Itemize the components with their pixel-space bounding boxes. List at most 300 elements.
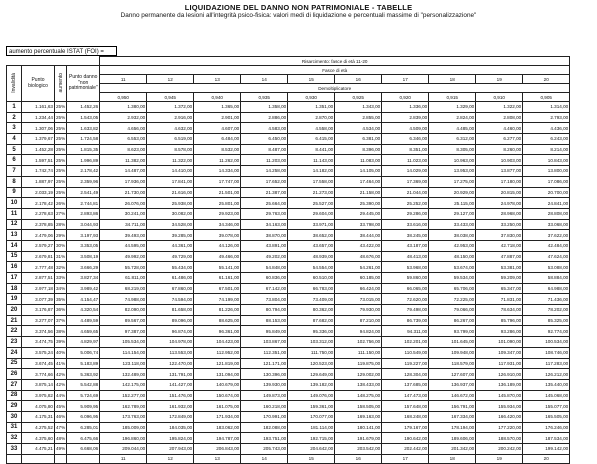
table-cell: 156.791,00 — [429, 401, 476, 412]
table-cell: 87.682,00 — [288, 315, 335, 326]
punto-biologico-value: 2.033,19 — [22, 187, 55, 198]
footer-spacer — [7, 454, 22, 463]
table-cell: 8.351,00 — [382, 144, 429, 155]
table-cell: 72.620,00 — [382, 294, 429, 305]
punto-danno-value: 1.815,35 — [67, 144, 100, 155]
table-cell: 2.855,00 — [335, 112, 382, 123]
punto-danno-value: 4.659,65 — [67, 326, 100, 337]
table-cell: 81.226,00 — [194, 305, 241, 316]
aumento-value: 41% — [55, 358, 67, 369]
table-cell: 1.314,00 — [523, 102, 570, 113]
table-cell: 30.241,00 — [100, 208, 147, 219]
table-cell: 43.891,00 — [241, 240, 288, 251]
footer-age: 11 — [100, 454, 147, 463]
table-cell: 47.887,00 — [476, 251, 523, 262]
invalidita-value: 10 — [7, 198, 22, 209]
table-cell: 33.971,00 — [288, 219, 335, 230]
table-cell: 111.750,00 — [288, 347, 335, 358]
table-cell: 101.645,00 — [429, 337, 476, 348]
table-cell: 30.082,00 — [147, 208, 194, 219]
table-cell: 53.968,00 — [382, 262, 429, 273]
table-cell: 4.460,00 — [476, 123, 523, 134]
footer-age: 14 — [241, 454, 288, 463]
aumento-value: 40% — [55, 347, 67, 358]
invalidita-value: 21 — [7, 315, 22, 326]
table-cell: 161.932,00 — [147, 401, 194, 412]
table-cell: 189.606,00 — [429, 433, 476, 444]
table-cell: 24.978,00 — [476, 198, 523, 209]
table-row — [7, 219, 570, 230]
table-cell: 136.189,00 — [476, 379, 523, 390]
table-cell: 192.715,00 — [288, 433, 335, 444]
punto-biologico-value: 4.275,52 — [22, 422, 55, 433]
table-cell: 183.062,00 — [194, 422, 241, 433]
table-cell: 138.433,00 — [335, 379, 382, 390]
table-cell: 66.424,00 — [335, 283, 382, 294]
table-cell: 29.923,00 — [194, 208, 241, 219]
table-cell: 145.870,00 — [476, 390, 523, 401]
demoltiplicatore-value: 0,930 — [288, 93, 335, 102]
table-row — [7, 123, 570, 134]
table-row — [7, 390, 570, 401]
table-cell: 53.674,00 — [429, 262, 476, 273]
demoltiplicatore-value: 0,910 — [476, 93, 523, 102]
invalidita-value: 9 — [7, 187, 22, 198]
table-cell: 6.312,00 — [429, 134, 476, 145]
table-row — [7, 347, 570, 358]
table-cell: 8.396,00 — [335, 144, 382, 155]
punto-danno-value: 1.633,82 — [67, 123, 100, 134]
table-cell: 131.791,00 — [147, 369, 194, 380]
table-cell: 33.798,00 — [335, 219, 382, 230]
table-cell: 29.763,00 — [241, 208, 288, 219]
table-cell: 21.616,00 — [147, 187, 194, 198]
aumento-value: 34% — [55, 283, 67, 294]
table-cell: 59.209,00 — [476, 273, 523, 284]
table-cell: 44.126,00 — [194, 240, 241, 251]
table-cell: 118.579,00 — [429, 358, 476, 369]
table-cell: 43.422,00 — [335, 240, 382, 251]
table-cell: 6.484,00 — [194, 134, 241, 145]
table-cell: 6.381,00 — [335, 134, 382, 145]
table-row — [7, 134, 570, 145]
table-cell: 112.351,00 — [241, 347, 288, 358]
table-cell: 17.180,00 — [476, 176, 523, 187]
invalidita-header: Invalidità — [7, 66, 22, 102]
aumento-value: 27% — [55, 208, 67, 219]
punto-danno-value: 3.353,05 — [67, 240, 100, 251]
footer-spacer — [22, 454, 55, 463]
table-cell: 173.763,00 — [100, 411, 147, 422]
invalidita-value: 3 — [7, 123, 22, 134]
table-cell: 14.029,00 — [382, 166, 429, 177]
punto-danno-value: 2.541,49 — [67, 187, 100, 198]
table-cell: 17.275,00 — [429, 176, 476, 187]
table-cell: 38.870,00 — [241, 230, 288, 241]
invalidita-value: 31 — [7, 422, 22, 433]
table-cell: 14.410,00 — [147, 166, 194, 177]
aumento-value: 45% — [55, 401, 67, 412]
table-cell: 121.171,00 — [241, 358, 288, 369]
demoltiplicatore-value: 0,905 — [523, 93, 570, 102]
table-cell: 103.312,00 — [288, 337, 335, 348]
footer-age: 15 — [288, 454, 335, 463]
page-subtitle: Danno permanente da lesioni all'integrità psico-fisica: valori medi di liquidazione e percentuali massime di "personalizzazione" — [120, 12, 477, 19]
fasce-header: Fasce di età — [100, 66, 570, 75]
footer-spacer — [55, 454, 67, 463]
table-cell: 71.436,00 — [523, 294, 570, 305]
table-cell: 29.127,00 — [429, 208, 476, 219]
table-cell: 181.114,00 — [288, 422, 335, 433]
table-cell: 60.510,00 — [288, 273, 335, 284]
table-cell: 42.953,00 — [429, 240, 476, 251]
table-cell: 100.534,00 — [523, 337, 570, 348]
table-cell: 105.534,00 — [100, 337, 147, 348]
table-cell: 11.023,00 — [382, 155, 429, 166]
table-cell: 4.534,00 — [335, 123, 382, 134]
table-cell: 88.153,00 — [241, 315, 288, 326]
table-row — [7, 444, 570, 455]
punto-danno-value: 1.724,58 — [67, 134, 100, 145]
table-row — [7, 273, 570, 284]
table-cell: 10.903,00 — [476, 155, 523, 166]
punto-biologico-value: 1.161,63 — [22, 102, 55, 113]
table-row — [7, 422, 570, 433]
table-row — [7, 411, 570, 422]
table-cell: 1.322,00 — [476, 102, 523, 113]
punto-biologico-value: 2.679,81 — [22, 251, 55, 262]
table-cell: 33.616,00 — [382, 219, 429, 230]
punto-danno-value: 2.893,86 — [67, 208, 100, 219]
demoltiplicatore-header: Demoltiplicatore — [100, 84, 570, 93]
punto-danno-value: 5.909,95 — [67, 401, 100, 412]
table-cell: 193.751,00 — [241, 433, 288, 444]
table-cell: 29.604,00 — [288, 208, 335, 219]
footer-age: 19 — [476, 454, 523, 463]
table-cell: 200.242,00 — [476, 444, 523, 455]
invalidita-value: 13 — [7, 230, 22, 241]
table-cell: 49.466,00 — [194, 251, 241, 262]
invalidita-value: 20 — [7, 305, 22, 316]
page-title: LIQUIDAZIONE DEL DANNO NON PATRIMONIALE - TABELLE — [184, 3, 413, 12]
age-header: 20 — [523, 75, 570, 84]
table-cell: 6.277,00 — [476, 134, 523, 145]
table-cell: 126.212,00 — [523, 369, 570, 380]
age-header: 14 — [241, 75, 288, 84]
table-cell: 85.796,00 — [476, 315, 523, 326]
aumento-value: 25% — [55, 102, 67, 113]
footer-age: 20 — [523, 454, 570, 463]
table-cell: 182.088,00 — [241, 422, 288, 433]
table-row — [7, 251, 570, 262]
table-cell: 21.273,00 — [288, 187, 335, 198]
table-cell: 89.096,00 — [147, 315, 194, 326]
table-row — [7, 433, 570, 444]
invalidita-value: 17 — [7, 273, 22, 284]
table-cell: 113.553,00 — [147, 347, 194, 358]
table-cell: 132.489,00 — [100, 369, 147, 380]
table-cell: 96.874,00 — [147, 326, 194, 337]
table-cell: 140.679,00 — [194, 379, 241, 390]
table-cell: 17.369,00 — [382, 176, 429, 187]
table-cell: 187.534,00 — [523, 433, 570, 444]
punto-biologico-value: 1.597,51 — [22, 155, 55, 166]
table-cell: 185.009,00 — [100, 422, 147, 433]
header-spacer — [7, 57, 100, 66]
punto-danno-value: 5.724,69 — [67, 390, 100, 401]
table-cell: 55.434,00 — [147, 262, 194, 273]
table-cell: 2.932,00 — [100, 112, 147, 123]
table-cell: 34.711,00 — [100, 219, 147, 230]
table-cell: 72.225,00 — [429, 294, 476, 305]
table-cell: 34.346,00 — [194, 219, 241, 230]
aumento-value: 25% — [55, 112, 67, 123]
table-cell: 161.075,00 — [194, 401, 241, 412]
table-cell: 33.250,00 — [476, 219, 523, 230]
table-cell: 206.843,00 — [194, 444, 241, 455]
table-cell: 48.413,00 — [382, 251, 429, 262]
table-cell: 73.015,00 — [335, 294, 382, 305]
punto-danno-value: 6.475,66 — [67, 433, 100, 444]
table-cell: 14.105,00 — [335, 166, 382, 177]
punto-danno-value: 1.452,26 — [67, 102, 100, 113]
demoltiplicatore-value: 0,915 — [429, 93, 476, 102]
table-cell: 126.910,00 — [476, 369, 523, 380]
table-row — [7, 379, 570, 390]
table-cell: 145.068,00 — [523, 390, 570, 401]
table-cell: 37.830,00 — [476, 230, 523, 241]
table-cell: 17.558,00 — [288, 176, 335, 187]
invalidita-value: 12 — [7, 219, 22, 230]
table-cell: 95.849,00 — [241, 326, 288, 337]
table-cell: 122.470,00 — [147, 358, 194, 369]
aumento-value: 26% — [55, 198, 67, 209]
table-cell: 85.325,00 — [523, 315, 570, 326]
table-cell: 150.674,00 — [194, 390, 241, 401]
table-cell: 136.937,00 — [429, 379, 476, 390]
liquidation-table — [6, 56, 570, 464]
table-cell: 1.365,00 — [194, 102, 241, 113]
table-cell: 158.505,00 — [335, 401, 382, 412]
table-cell: 168.248,00 — [382, 411, 429, 422]
table-cell: 152.277,00 — [100, 390, 147, 401]
aumento-value: 30% — [55, 240, 67, 251]
footer-age: 17 — [382, 454, 429, 463]
table-cell: 159.361,00 — [288, 401, 335, 412]
table-cell: 130.396,00 — [241, 369, 288, 380]
table-cell: 21.044,00 — [382, 187, 429, 198]
punto-biologico-value: 3.277,07 — [22, 315, 55, 326]
table-cell: 14.487,00 — [100, 166, 147, 177]
punto-biologico-value: 3.975,82 — [22, 390, 55, 401]
punto-biologico-value: 3.774,66 — [22, 369, 55, 380]
table-cell: 203.542,00 — [335, 444, 382, 455]
table-cell: 94.311,00 — [382, 326, 429, 337]
table-cell: 188.570,00 — [476, 433, 523, 444]
table-cell: 14.182,00 — [288, 166, 335, 177]
table-cell: 97.387,00 — [100, 326, 147, 337]
table-cell: 53.381,00 — [476, 262, 523, 273]
table-cell: 108.746,00 — [523, 347, 570, 358]
table-cell: 148.275,00 — [335, 390, 382, 401]
table-cell: 4.509,00 — [382, 123, 429, 134]
table-cell: 29.445,00 — [335, 208, 382, 219]
table-row — [7, 112, 570, 123]
table-cell: 53.088,00 — [523, 262, 570, 273]
table-cell: 151.476,00 — [147, 390, 194, 401]
table-row — [7, 187, 570, 198]
table-cell: 68.219,00 — [100, 283, 147, 294]
table-cell: 111.150,00 — [335, 347, 382, 358]
table-cell: 25.801,00 — [194, 198, 241, 209]
table-cell: 93.286,00 — [476, 326, 523, 337]
aumento-value: 25% — [55, 144, 67, 155]
punto-danno-value: 5.542,88 — [67, 379, 100, 390]
table-cell: 74.988,00 — [100, 294, 147, 305]
aumento-value: 42% — [55, 379, 67, 390]
table-cell: 141.427,00 — [147, 379, 194, 390]
table-cell: 109.948,00 — [429, 347, 476, 358]
punto-biologico-value: 2.178,42 — [22, 198, 55, 209]
invalidita-value: 33 — [7, 444, 22, 455]
table-cell: 4.583,00 — [241, 123, 288, 134]
table-cell: 86.739,00 — [382, 315, 429, 326]
table-cell: 123.118,00 — [100, 358, 147, 369]
aumento-value: 25% — [55, 134, 67, 145]
punto-danno-value: 3.827,34 — [67, 273, 100, 284]
table-cell: 8.578,00 — [147, 144, 194, 155]
punto-biologico-value: 2.977,18 — [22, 283, 55, 294]
invalidita-value: 23 — [7, 337, 22, 348]
invalidita-value: 32 — [7, 433, 22, 444]
footer-age: 13 — [194, 454, 241, 463]
age-header: 19 — [476, 75, 523, 84]
age-header: 18 — [429, 75, 476, 84]
invalidita-value: 25 — [7, 358, 22, 369]
aumento-value: 25% — [55, 155, 67, 166]
aumento-value: 46% — [55, 411, 67, 422]
table-cell: 6.553,00 — [100, 134, 147, 145]
table-cell: 4.607,00 — [194, 123, 241, 134]
aumento-value: 44% — [55, 390, 67, 401]
table-cell: 10.963,00 — [429, 155, 476, 166]
table-cell: 79.930,00 — [335, 305, 382, 316]
table-cell: 170.991,00 — [241, 411, 288, 422]
table-cell: 169.163,00 — [335, 411, 382, 422]
table-cell: 78.634,00 — [476, 305, 523, 316]
table-cell: 61.811,00 — [100, 273, 147, 284]
table-row — [7, 208, 570, 219]
table-cell: 2.839,00 — [382, 112, 429, 123]
table-cell: 13.877,00 — [476, 166, 523, 177]
table-cell: 11.322,00 — [147, 155, 194, 166]
table-cell: 21.501,00 — [194, 187, 241, 198]
table-cell: 6.450,00 — [241, 134, 288, 145]
table-cell: 2.793,00 — [523, 112, 570, 123]
table-row — [7, 176, 570, 187]
table-cell: 81.658,00 — [147, 305, 194, 316]
table-cell: 17.464,00 — [335, 176, 382, 187]
table-cell: 157.648,00 — [382, 401, 429, 412]
table-cell: 80.794,00 — [241, 305, 288, 316]
table-cell: 42.484,00 — [523, 240, 570, 251]
table-cell: 47.624,00 — [523, 251, 570, 262]
footer-age: 16 — [335, 454, 382, 463]
table-cell: 67.142,00 — [241, 283, 288, 294]
invalidita-value: 19 — [7, 294, 22, 305]
punto-biologico-value: 2.777,48 — [22, 262, 55, 273]
table-cell: 1.336,00 — [382, 102, 429, 113]
aumento-value: 49% — [55, 444, 67, 455]
table-cell: 129.649,00 — [288, 369, 335, 380]
table-cell: 59.860,00 — [382, 273, 429, 284]
table-cell: 139.182,00 — [288, 379, 335, 390]
punto-biologico-value: 3.575,24 — [22, 347, 55, 358]
table-cell: 48.939,00 — [288, 251, 335, 262]
table-cell: 149.076,00 — [288, 390, 335, 401]
aumento-value: 29% — [55, 230, 67, 241]
table-cell: 96.361,00 — [194, 326, 241, 337]
punto-danno-value: 3.508,19 — [67, 251, 100, 262]
table-cell: 61.486,00 — [147, 273, 194, 284]
age-header: 13 — [194, 75, 241, 84]
invalidita-value: 29 — [7, 401, 22, 412]
table-cell: 80.362,00 — [288, 305, 335, 316]
table-cell: 1.343,00 — [335, 102, 382, 113]
table-row — [7, 166, 570, 177]
punto-danno-value: 2.178,42 — [67, 166, 100, 177]
age-header: 16 — [335, 75, 382, 84]
table-cell: 1.380,00 — [100, 102, 147, 113]
punto-danno-value: 5.006,74 — [67, 347, 100, 358]
aumento-value: 38% — [55, 326, 67, 337]
table-cell: 79.498,00 — [382, 305, 429, 316]
table-cell: 17.841,00 — [147, 176, 194, 187]
table-cell: 25.252,00 — [382, 198, 429, 209]
aumento-value: 35% — [55, 294, 67, 305]
age-header: 12 — [147, 75, 194, 84]
table-cell: 49.729,00 — [147, 251, 194, 262]
table-cell: 26.076,00 — [100, 198, 147, 209]
table-cell: 139.930,00 — [241, 379, 288, 390]
punto-biologico-value: 3.077,39 — [22, 294, 55, 305]
table-cell: 66.783,00 — [288, 283, 335, 294]
punto-danno-value: 4.154,47 — [67, 294, 100, 305]
invalidita-value: 5 — [7, 144, 22, 155]
punto-danno-value: 3.666,29 — [67, 262, 100, 273]
table-cell: 160.218,00 — [241, 401, 288, 412]
table-cell: 11.262,00 — [194, 155, 241, 166]
table-row — [7, 401, 570, 412]
table-cell: 39.493,00 — [100, 230, 147, 241]
table-cell: 199.142,00 — [523, 444, 570, 455]
table-cell: 204.642,00 — [288, 444, 335, 455]
table-cell: 104.423,00 — [194, 337, 241, 348]
table-cell: 25.664,00 — [241, 198, 288, 209]
table-cell: 149.873,00 — [241, 390, 288, 401]
punto-danno-value: 2.744,81 — [67, 198, 100, 209]
punto-biologico-value: 4.175,31 — [22, 411, 55, 422]
table-cell: 49.202,00 — [241, 251, 288, 262]
table-cell: 2.886,00 — [241, 112, 288, 123]
table-cell: 65.706,00 — [429, 283, 476, 294]
table-cell: 73.409,00 — [288, 294, 335, 305]
table-cell: 2.870,00 — [288, 112, 335, 123]
table-cell: 117.931,00 — [476, 358, 523, 369]
punto-danno-value: 3.044,93 — [67, 219, 100, 230]
table-cell: 17.936,00 — [100, 176, 147, 187]
table-cell: 8.260,00 — [476, 144, 523, 155]
